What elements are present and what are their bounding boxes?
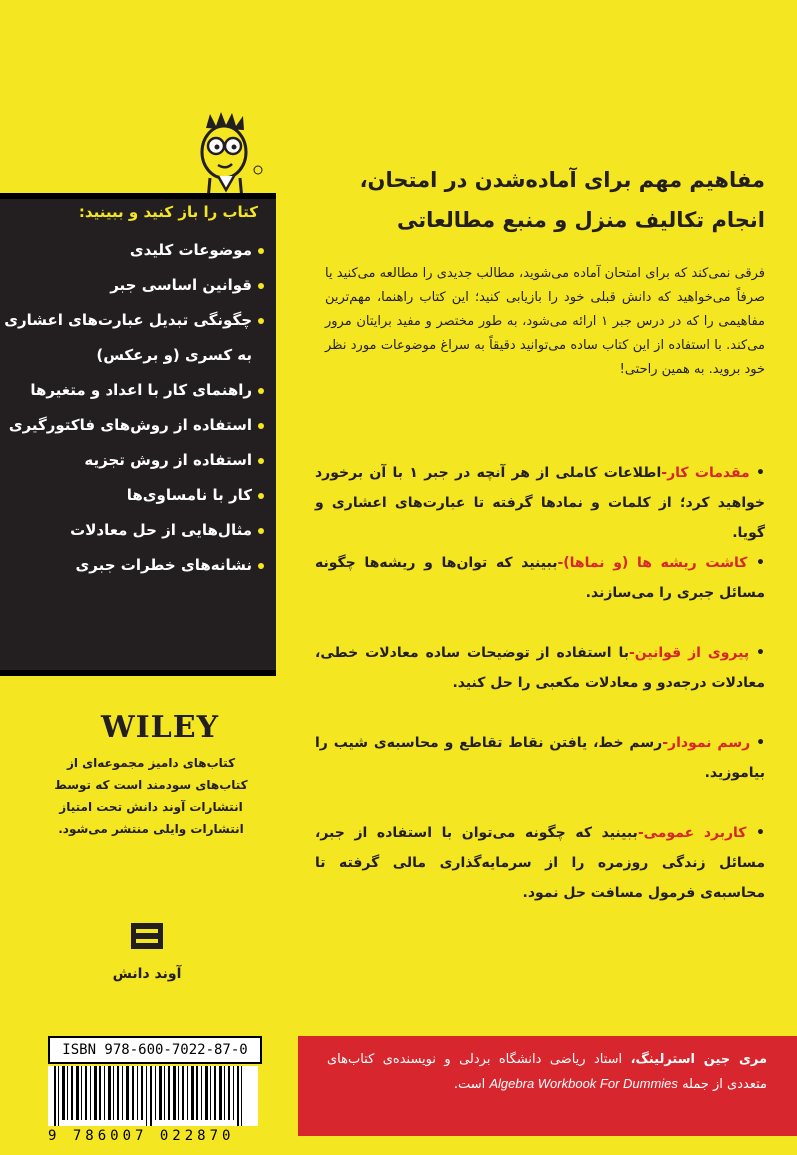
book-title-en: Algebra Workbook For Dummies [489,1076,678,1091]
bullet-dot-icon [258,423,264,429]
bullet-dot-icon [258,493,264,499]
list-item: موضوعات کلیدی [16,233,264,268]
contents-panel [0,193,276,676]
feature-bullet: • کاربرد عمومی-ببینید که چگونه می‌توان با استفاده از جبر، مسائل زندگی روزمره را از سرمایه‌گذاری مالی گرفته تا محاسبه‌ی فرمول مسافت حل نمود. [315,825,766,901]
isbn-label: ISBN 978-600-7022-87-0 [48,1036,262,1064]
bullet-dot-icon [258,528,264,534]
list-item: استفاده از روش تجزیه [16,443,264,478]
bullet-dot-icon [258,458,264,464]
barcode-number: 9 786007 022870 [48,1128,235,1144]
feature-bullet: • کاشت ریشه ها (و نماها)-ببینید که توان‌ها و ریشه‌ها چگونه مسائل جبری را می‌سازند. [315,555,766,601]
list-item: قوانین اساسی جبر [16,268,264,303]
feature-bullet: • رسم نمودار-رسم خط، یافتن نقاط تقاطع و محاسبه‌ی شیب را بیاموزید. [315,735,766,781]
bullet-dot-icon [258,318,264,324]
list-item: کار با نامساوی‌ها [16,478,264,513]
contents-list [4,233,264,583]
bullet-dot-icon [258,283,264,289]
author-bio: مری جین استرلینگ، استاد ریاضی دانشگاه بردلی و نویسنده‌ی کتاب‌های متعددی از جمله Algebra Workbook For Dummies است. [327,1052,768,1092]
list-item-continuation: به کسری (و برعکس) [96,346,252,364]
dummies-mascot-icon [188,110,268,205]
bullet-dot-icon [258,563,264,569]
publisher-logo-name: آوند دانش [112,966,182,982]
publisher-note: کتاب‌های دامیز مجموعه‌ای از کتاب‌های سودمند است که توسط انتشارات آوند دانش تحت امتیاز انتشارات وایلی منتشر می‌شود. [54,756,248,836]
barcode-icon [48,1066,258,1126]
contents-heading: کتاب را باز کنید و ببینید: [78,203,258,221]
book-logo-icon [127,915,167,955]
list-item: نشانه‌های خطرات جبری [16,548,264,583]
list-item: استفاده از روش‌های فاکتورگیری [16,408,264,443]
list-item: چگونگی تبدیل عبارت‌های اعشاری [16,303,264,338]
feature-bullet: • پیروی از قوانین-با استفاده از توضیحات ساده معادلات خطی، معادلات درجه‌دو و معادلات مکعبی را حل کنید. [315,645,765,691]
intro-paragraph: فرقی نمی‌کند که برای امتحان آماده می‌شوید، مطالب جدیدی را مطالعه می‌کنید یا صرفاً می‌خواهید که دانش قبلی خود را بازیابی کنید؛ این کتاب راهنما، مهم‌ترین مفاهیمی را که در درس جبر ۱ ارائه می‌شود، به طور مختصر و مفید برایتان مرور می‌کند. با استفاده از این کتاب ساده می‌توانید دقیقاً به سراغ موضوعات مورد نظر خود بروید. به همین راحتی! [325,266,765,377]
list-item: مثال‌هایی از حل معادلات [16,513,264,548]
author-name: مری جین استرلینگ، [630,1052,768,1067]
list-item: راهنمای کار با اعداد و متغیرها [16,373,264,408]
wiley-logo: WILEY [100,710,220,745]
bullet-dot-icon [258,248,264,254]
bullet-dot-icon [258,388,264,394]
page-title: مفاهیم مهم برای آماده‌شدن در امتحان، انجام تکالیف منزل و منبع مطالعاتی [359,168,765,232]
feature-bullet: • مقدمات کار-اطلاعات کاملی از هر آنچه در جبر ۱ با آن برخورد خواهید کرد؛ از کلمات و نمادها گرفته تا عبارت‌های اعشاری و گویا. [315,465,765,541]
